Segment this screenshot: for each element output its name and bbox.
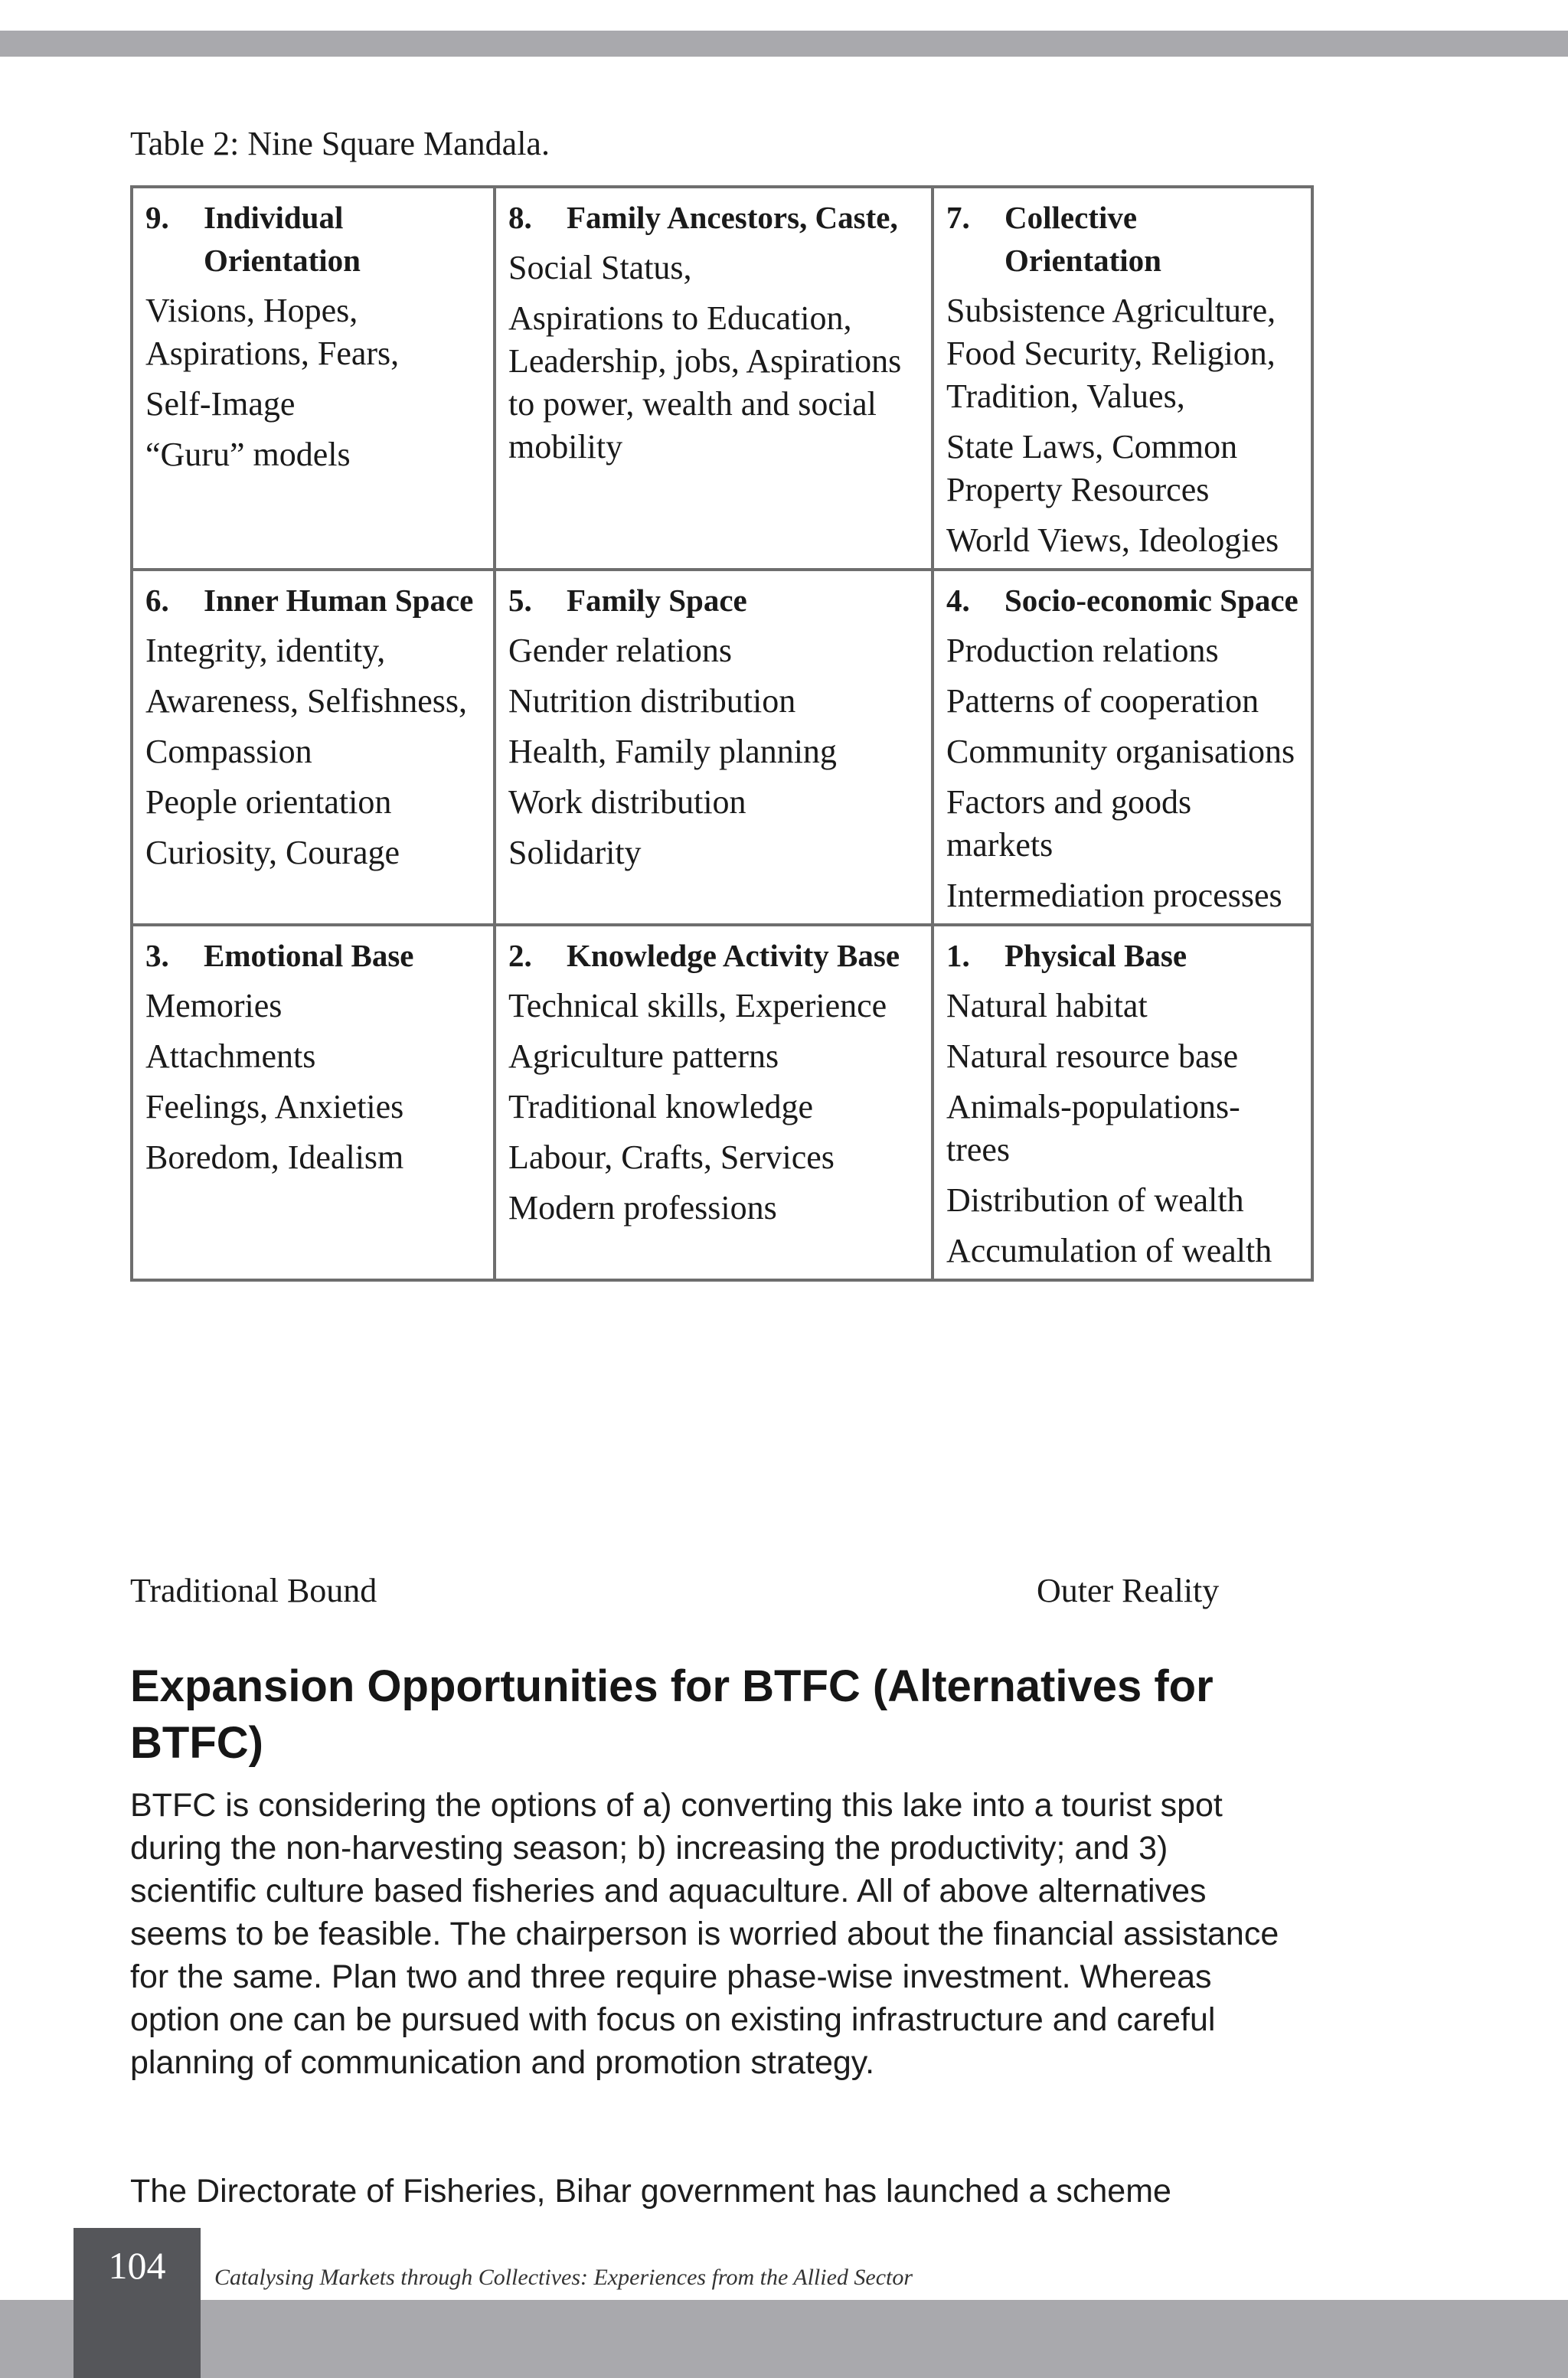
- mandala-cell-item: Work distribution: [508, 783, 746, 821]
- mandala-cell-item: Distribution of wealth: [946, 1181, 1244, 1219]
- table-caption: Table 2: Nine Square Mandala.: [130, 125, 550, 162]
- mandala-cell-number: 4.: [946, 583, 970, 618]
- mandala-cell-item: Integrity, identity,: [145, 632, 386, 669]
- outer-reality-label: Outer Reality: [1037, 1572, 1220, 1609]
- mandala-cell-item: State Laws, Common Property Resources: [946, 428, 1238, 508]
- mandala-cell-item: Animals-populations-trees: [946, 1088, 1240, 1168]
- mandala-cell: [933, 925, 1312, 1280]
- bottom-decorative-band: [0, 2300, 1568, 2378]
- mandala-cell: [933, 187, 1312, 570]
- mandala-cell-item: Modern professions: [508, 1189, 777, 1227]
- mandala-row: [132, 925, 1312, 1280]
- mandala-cell-item: Memories: [145, 987, 283, 1024]
- mandala-cell-number: 1.: [946, 938, 970, 973]
- mandala-cell: [495, 570, 933, 925]
- mandala-cell-heading: [946, 579, 1298, 622]
- mandala-cell-item: Compassion: [145, 733, 312, 770]
- mandala-cell-item: World Views, Ideologies: [946, 521, 1279, 559]
- mandala-cell-item: Visions, Hopes, Aspirations, Fears,: [145, 292, 400, 372]
- mandala-cell-number: 9.: [145, 200, 169, 235]
- mandala-row: [132, 187, 1312, 570]
- mandala-cell-number: 2.: [508, 938, 532, 973]
- mandala-cell: [495, 187, 933, 570]
- paragraph-options: BTFC is considering the options of a) converting this lake into a tourist spot during the non-harvesting season; b) increasing the productivity; and 3) scientific culture based fisheries and aquaculture. All of above alternatives seems to be feasible. The chairperson is worried about the financial assistance for the same. Plan two and three require phase-wise investment. Whereas option one can be pursued with focus on existing infrastructure and careful planning of communication and promotion strategy.: [130, 1787, 1279, 2081]
- mandala-cell-item: Solidarity: [508, 834, 642, 871]
- page-number: 104: [108, 2244, 166, 2287]
- mandala-cell-item: Attachments: [145, 1037, 316, 1075]
- mandala-cell-title: Physical Base: [1004, 938, 1187, 973]
- top-decorative-band: [0, 31, 1568, 57]
- mandala-cell-heading: [145, 196, 481, 282]
- mandala-cell-heading: [145, 579, 481, 622]
- mandala-cell-title: Knowledge Activity Base: [567, 938, 900, 973]
- mandala-cell-item: Agriculture patterns: [508, 1037, 779, 1075]
- mandala-cell-title: Socio-economic Space: [1004, 583, 1298, 618]
- mandala-cell-title: Inner Human Space: [204, 583, 474, 618]
- mandala-cell: [132, 925, 495, 1280]
- mandala-cell-item: Boredom, Idealism: [145, 1138, 404, 1176]
- mandala-cell-item: Factors and goods markets: [946, 783, 1192, 864]
- traditional-bound-label: Traditional Bound: [130, 1572, 377, 1609]
- nine-square-mandala-table: [130, 185, 1314, 1282]
- mandala-cell-item: Self-Image: [145, 385, 296, 423]
- mandala-cell-item: People orientation: [145, 783, 392, 821]
- mandala-cell-item: Traditional knowledge: [508, 1088, 813, 1125]
- mandala-cell: [933, 570, 1312, 925]
- mandala-cell-number: 7.: [946, 200, 970, 235]
- mandala-cell-item: Production relations: [946, 632, 1219, 669]
- mandala-cell: [132, 570, 495, 925]
- mandala-cell-heading: [145, 934, 481, 977]
- mandala-cell-item: Aspirations to Education, Leadership, jobs, Aspirations to power, wealth and social mobility: [508, 299, 902, 465]
- mandala-cell-heading: [508, 196, 919, 239]
- mandala-cell-heading: [946, 934, 1298, 977]
- mandala-cell-item: Intermediation processes: [946, 877, 1282, 914]
- mandala-table-body: [132, 187, 1312, 1280]
- mandala-cell-title: Family Space: [567, 583, 747, 618]
- mandala-cell-heading: [508, 579, 919, 622]
- paragraph-directorate: The Directorate of Fisheries, Bihar government has launched a scheme: [130, 2173, 1171, 2210]
- footer-book-title: Catalysing Markets through Collectives: Experiences from the Allied Sector: [214, 2265, 913, 2290]
- mandala-cell-item: Feelings, Anxieties: [145, 1088, 404, 1125]
- section-heading: Expansion Opportunities for BTFC (Alternatives for BTFC): [130, 1661, 1214, 1768]
- mandala-cell-title: Collective Orientation: [1004, 200, 1161, 278]
- mandala-cell-item: “Guru” models: [145, 436, 351, 473]
- mandala-row: [132, 570, 1312, 925]
- mandala-cell-item: Subsistence Agriculture, Food Security, Religion, Tradition, Values,: [946, 292, 1276, 415]
- mandala-cell-number: 3.: [145, 938, 169, 973]
- mandala-cell-item: Labour, Crafts, Services: [508, 1138, 835, 1176]
- mandala-cell-item: Patterns of cooperation: [946, 682, 1259, 720]
- mandala-cell-number: 8.: [508, 200, 532, 235]
- mandala-cell-title: Family Ancestors, Caste,: [567, 200, 898, 235]
- mandala-cell-item: Community organisations: [946, 733, 1295, 770]
- mandala-cell-title: Individual Orientation: [204, 200, 361, 278]
- mandala-cell-item: Curiosity, Courage: [145, 834, 400, 871]
- mandala-cell: [495, 925, 933, 1280]
- page-number-box: [74, 2228, 201, 2378]
- mandala-cell-item: Nutrition distribution: [508, 682, 796, 720]
- mandala-cell-heading: [508, 934, 919, 977]
- mandala-cell-number: 6.: [145, 583, 169, 618]
- mandala-cell-item: Health, Family planning: [508, 733, 837, 770]
- mandala-cell-item: Social Status,: [508, 249, 692, 286]
- mandala-cell-item: Natural habitat: [946, 987, 1148, 1024]
- mandala-cell-number: 5.: [508, 583, 532, 618]
- mandala-cell-item: Natural resource base: [946, 1037, 1239, 1075]
- mandala-cell: [132, 187, 495, 570]
- mandala-cell-heading: [946, 196, 1298, 282]
- mandala-cell-item: Gender relations: [508, 632, 732, 669]
- mandala-cell-item: Accumulation of wealth: [946, 1232, 1272, 1269]
- mandala-cell-title: Emotional Base: [204, 938, 414, 973]
- mandala-cell-item: Awareness, Selfishness,: [145, 682, 467, 720]
- mandala-cell-item: Technical skills, Experience: [508, 987, 887, 1024]
